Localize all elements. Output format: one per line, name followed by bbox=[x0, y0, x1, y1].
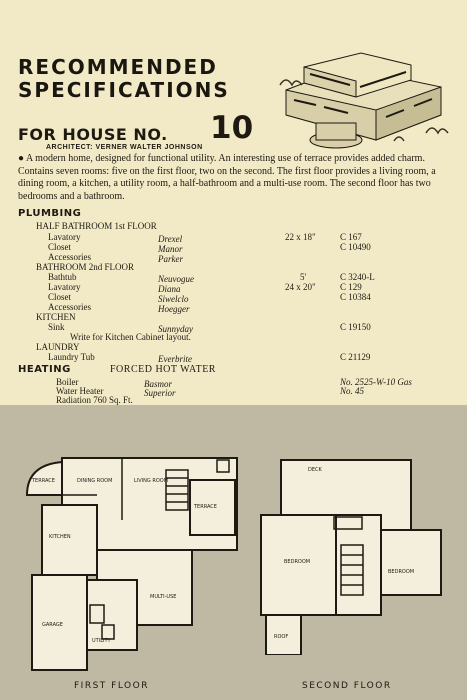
bath-title: BATHROOM 2nd FLOOR bbox=[36, 262, 135, 272]
architect-credit: ARCHITECT: VERNER WALTER JOHNSON bbox=[46, 144, 203, 151]
garage-label: GARAGE bbox=[42, 622, 63, 628]
roof-label: ROOF bbox=[274, 634, 289, 640]
radiation: Radiation 760 Sq. Ft. bbox=[56, 395, 133, 405]
item-make: Sunnyday bbox=[158, 324, 193, 334]
item-make: Basmor bbox=[144, 379, 173, 389]
heating-type: FORCED HOT WATER bbox=[110, 364, 216, 375]
item-code: No. 2525-W-10 Gas bbox=[340, 377, 412, 387]
item-name: Accessories bbox=[48, 302, 91, 312]
item-size: 5' bbox=[300, 272, 307, 282]
item-size: 22 x 18" bbox=[285, 232, 316, 242]
first-floor-plan bbox=[22, 450, 244, 672]
item-make: Drexel bbox=[158, 234, 183, 244]
heating-heading: HEATING bbox=[18, 364, 71, 375]
item-name: Bathtub bbox=[48, 272, 77, 282]
deck-label: DECK bbox=[308, 467, 322, 473]
dining-room-label: DINING ROOM bbox=[77, 478, 113, 484]
laundry-title: LAUNDRY bbox=[36, 342, 80, 352]
item-name: Laundry Tub bbox=[48, 352, 95, 362]
floor-plans bbox=[0, 405, 467, 700]
item-make: Superior bbox=[144, 388, 176, 398]
item-name: Closet bbox=[48, 292, 72, 302]
spec-row bbox=[48, 352, 192, 364]
house-description bbox=[18, 153, 448, 203]
first-floor-caption: FIRST FLOOR bbox=[74, 681, 149, 691]
item-code: C 19150 bbox=[340, 322, 371, 332]
item-code: C 10490 bbox=[340, 242, 371, 252]
item-name: Sink bbox=[48, 322, 65, 332]
terrace-label: TERRACE bbox=[194, 504, 217, 510]
item-code: C 21129 bbox=[340, 352, 371, 362]
item-size: 24 x 20" bbox=[285, 282, 316, 292]
item-code: C 10384 bbox=[340, 292, 371, 302]
item-make: Neuvogue bbox=[158, 274, 194, 284]
bullet-icon: ● bbox=[18, 153, 25, 164]
living-room-label: LIVING ROOM bbox=[134, 478, 169, 484]
item-name: Lavatory bbox=[48, 232, 81, 242]
title-line-1: RECOMMENDED bbox=[18, 55, 218, 79]
item-name: Closet bbox=[48, 242, 72, 252]
item-name: Lavatory bbox=[48, 282, 81, 292]
item-name: Water Heater bbox=[56, 386, 104, 396]
house-illustration bbox=[276, 45, 454, 153]
item-code: No. 45 bbox=[340, 386, 365, 396]
house-label: FOR HOUSE NO. bbox=[18, 125, 168, 144]
item-make: Manor bbox=[158, 244, 183, 254]
kitchen-label: KITCHEN bbox=[49, 534, 71, 540]
item-make: Diana bbox=[158, 284, 181, 294]
item-code: C 129 bbox=[340, 282, 362, 292]
half-bath-title: HALF BATHROOM 1st FLOOR bbox=[36, 221, 157, 231]
house-number: 10 bbox=[210, 110, 254, 146]
item-name: Accessories bbox=[48, 252, 91, 262]
multi-use-label: MULTI-USE bbox=[150, 594, 177, 600]
item-code: C 3240-L bbox=[340, 272, 375, 282]
second-floor-plan bbox=[256, 455, 446, 655]
item-make: Parker bbox=[158, 254, 183, 264]
kitchen-title: KITCHEN bbox=[36, 312, 76, 322]
bedroom-label: BEDROOM bbox=[388, 569, 415, 575]
title-line-2: SPECIFICATIONS bbox=[18, 78, 230, 102]
item-code: C 167 bbox=[340, 232, 362, 242]
second-floor-caption: SECOND FLOOR bbox=[302, 681, 392, 691]
kitchen-note: Write for Kitchen Cabinet layout. bbox=[70, 332, 191, 342]
description-text: A modern home, designed for functional utility. An interesting use of terrace provides added charm. Contains seven rooms: five on the first floor, two on the second. The first floor provides a living room, a dining room, a kitchen, a utility room, a half-bathroom and a multi-use room. The second floor has two bedrooms and a bathroom. bbox=[18, 153, 436, 202]
item-make: Hoegger bbox=[158, 304, 190, 314]
item-make: Siwelclo bbox=[158, 294, 189, 304]
plumbing-heading: PLUMBING bbox=[18, 208, 82, 219]
item-make: Everbrite bbox=[158, 354, 192, 364]
bedroom-label: BEDROOM bbox=[284, 559, 311, 565]
item-name: Boiler bbox=[56, 377, 79, 387]
terrace-label: TERRACE bbox=[32, 478, 55, 484]
utility-label: UTILITY bbox=[92, 638, 111, 644]
